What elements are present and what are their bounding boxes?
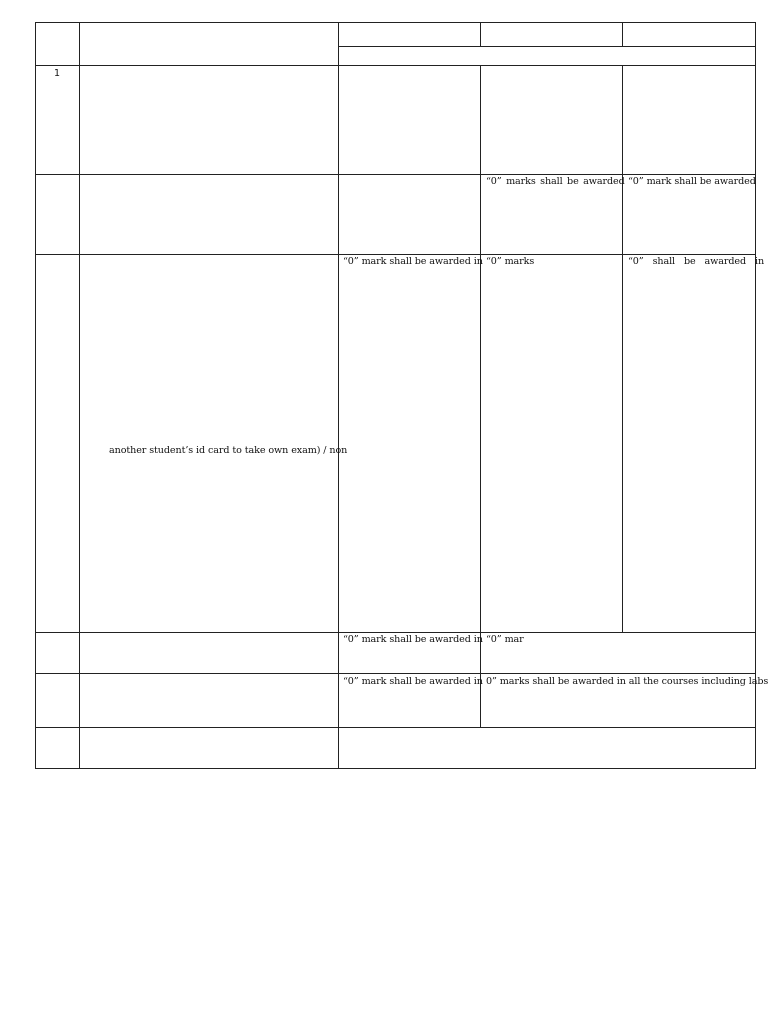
grid-line bbox=[339, 46, 756, 47]
offence-description: another student’s id card to take own exam) / non bbox=[109, 445, 348, 456]
cell-text: “0” shall be awarded in bbox=[628, 256, 765, 267]
grid-line bbox=[35, 727, 756, 728]
cell-text: “0” mark shall be awarded in bbox=[343, 676, 483, 687]
grid-line bbox=[338, 22, 339, 769]
grid-line bbox=[622, 22, 623, 47]
grid-line bbox=[35, 254, 756, 255]
cell-text: “0” mar bbox=[486, 634, 524, 645]
cell-text: “0” mark shall be awarded bbox=[628, 176, 756, 187]
grid-line bbox=[35, 673, 756, 674]
cell-text: “0” mark shall be awarded in bbox=[343, 256, 483, 267]
grid-line bbox=[35, 174, 756, 175]
cell-text: “0” marks bbox=[486, 256, 535, 267]
grid-line bbox=[35, 22, 36, 769]
grid-line bbox=[35, 65, 756, 66]
serial-number: 1 bbox=[54, 68, 60, 79]
grid-line bbox=[35, 768, 756, 769]
cell-text: “0” mark shall be awarded in bbox=[343, 634, 483, 645]
grid-line bbox=[755, 22, 756, 769]
grid-line bbox=[35, 632, 756, 633]
cell-text: “0” marks shall be awarded bbox=[486, 176, 625, 187]
grid-line bbox=[480, 65, 481, 728]
grid-line bbox=[480, 22, 481, 47]
cell-text: 0” marks shall be awarded in all the courses including labs bbox=[486, 676, 768, 687]
grid-line bbox=[79, 22, 80, 769]
grid-line bbox=[622, 65, 623, 633]
grid-line bbox=[35, 22, 756, 23]
